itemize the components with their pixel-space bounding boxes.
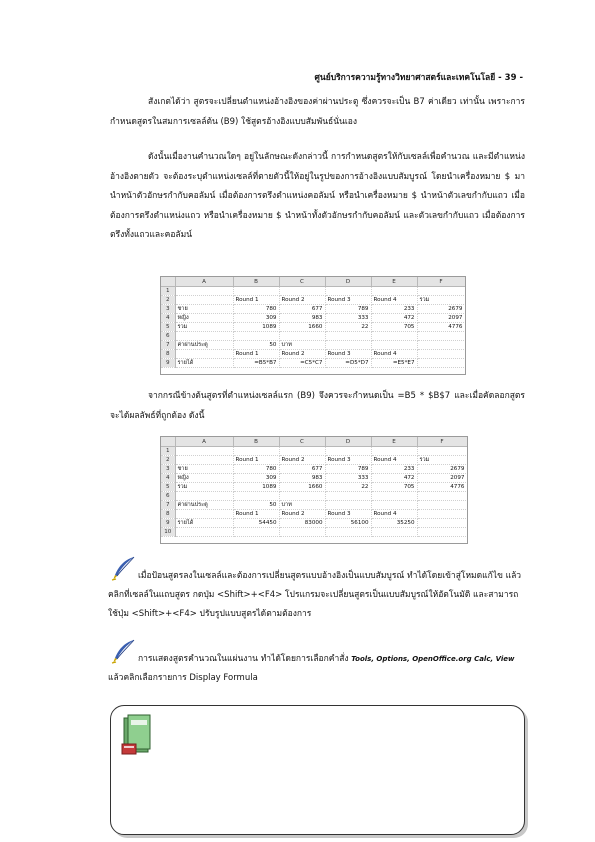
sheet-cell[interactable]: Round 2 — [279, 510, 325, 519]
sheet-cell[interactable] — [417, 350, 465, 359]
sheet-cell[interactable]: 983 — [279, 314, 325, 323]
sheet-cell[interactable] — [175, 492, 233, 501]
row-header[interactable]: 3 — [161, 305, 175, 314]
sheet-cell[interactable] — [417, 501, 467, 510]
sheet-cell[interactable]: 1660 — [279, 323, 325, 332]
column-header-f[interactable]: F — [417, 437, 467, 447]
sheet-cell[interactable] — [279, 528, 325, 537]
sheet-cell[interactable]: Round 4 — [371, 296, 417, 305]
sheet-cell[interactable]: 472 — [371, 474, 417, 483]
sheet-cell[interactable]: 333 — [325, 314, 371, 323]
sheet-cell[interactable]: 789 — [325, 305, 371, 314]
sheet-cell[interactable]: ค่าผ่านประตู — [175, 501, 233, 510]
sheet-cell[interactable]: 789 — [325, 465, 371, 474]
table-row — [161, 341, 465, 350]
sheet-cell[interactable] — [233, 528, 279, 537]
sheet-cell[interactable] — [371, 528, 417, 537]
table-row — [161, 323, 465, 332]
sheet-cell[interactable]: Round 2 — [279, 350, 325, 359]
sheet-cell[interactable]: 333 — [325, 474, 371, 483]
sheet-cell[interactable] — [417, 287, 465, 296]
sheet-cell[interactable] — [175, 528, 233, 537]
tip-text: การแสดงสูตรคำนวณในแผ่นงาน ทำได้โดยการเลือกคำสั่ง — [138, 654, 349, 664]
sheet-cell[interactable] — [325, 332, 371, 341]
tip-shift-f4: เมื่อป้อนสูตรลงในเซลล์และต้องการเปลี่ยนสูตรแบบอ้างอิงเป็นแบบสัมบูรณ์ ทำได้โดยเข้าสู่โหมดแก้ไข แล้วคลิกที่เซลล์ในแถบสูตร กดปุ่ม <Shift>+<F4> โปรแกรมจะเปลี่ยนสูตรเป็นแบบสัมบูรณ์ให้อัตโนมัติ และสามารถใช้ปุ่ม <Shift>+<F4> ปรับรูปแบบสูตรได้ตามต้องการ — [108, 571, 522, 619]
tip-display-formula — [108, 650, 526, 688]
sheet-cell[interactable]: 309 — [233, 474, 279, 483]
row-header[interactable]: 4 — [161, 314, 175, 323]
table-row — [161, 305, 465, 314]
sheet-table — [161, 437, 468, 537]
sheet-cell[interactable]: รวม — [175, 483, 233, 492]
table-row — [161, 447, 467, 456]
sheet-cell[interactable] — [233, 287, 279, 296]
sheet-cell[interactable]: รายได้ — [175, 359, 233, 368]
sheet-cell[interactable] — [325, 501, 371, 510]
sheet-cell[interactable]: 2097 — [417, 474, 467, 483]
column-header-row — [161, 277, 465, 287]
sheet-cell[interactable] — [325, 492, 371, 501]
row-header[interactable]: 8 — [161, 350, 175, 359]
sheet-cell[interactable]: =B5*B7 — [233, 359, 279, 368]
sheet-cell[interactable]: Round 3 — [325, 456, 371, 465]
row-header[interactable]: 5 — [161, 323, 175, 332]
sheet-cell[interactable]: 233 — [371, 305, 417, 314]
column-header-e[interactable]: E — [371, 277, 417, 287]
sheet-cell[interactable]: Round 1 — [233, 456, 279, 465]
sheet-cell[interactable] — [175, 287, 233, 296]
table-row — [161, 296, 465, 305]
sheet-cell[interactable]: Round 4 — [371, 510, 417, 519]
sheet-cell[interactable]: 705 — [371, 483, 417, 492]
sheet-cell[interactable] — [417, 447, 467, 456]
sheet-cell[interactable]: 677 — [279, 465, 325, 474]
column-header-e[interactable]: E — [371, 437, 417, 447]
row-header[interactable]: 8 — [161, 510, 175, 519]
sheet-cell[interactable] — [371, 332, 417, 341]
sheet-cell[interactable] — [233, 492, 279, 501]
sheet-cell[interactable] — [325, 341, 371, 350]
sheet-cell[interactable]: ชาย — [175, 465, 233, 474]
sheet-cell[interactable]: Round 2 — [279, 296, 325, 305]
sheet-cell[interactable] — [371, 287, 417, 296]
sheet-cell[interactable]: 2679 — [417, 305, 465, 314]
sheet-cell[interactable] — [279, 287, 325, 296]
sheet-cell[interactable]: 22 — [325, 483, 371, 492]
table-row — [161, 350, 465, 359]
sheet-cell[interactable]: Round 3 — [325, 296, 371, 305]
sheet-cell[interactable] — [417, 341, 465, 350]
column-header-c[interactable]: C — [279, 277, 325, 287]
row-header[interactable]: 10 — [161, 528, 175, 537]
sheet-cell[interactable]: 677 — [279, 305, 325, 314]
row-header[interactable]: 9 — [161, 359, 175, 368]
column-header-d[interactable]: D — [325, 277, 371, 287]
sheet-cell[interactable]: 4776 — [417, 483, 467, 492]
column-header-c[interactable]: C — [279, 437, 325, 447]
sheet-cell[interactable] — [175, 332, 233, 341]
table-row — [161, 528, 467, 537]
table-row — [161, 465, 467, 474]
sheet-cell[interactable]: ค่าผ่านประตู — [175, 341, 233, 350]
sheet-cell[interactable]: บาท — [279, 501, 325, 510]
sheet-cell[interactable]: รวม — [417, 296, 465, 305]
sheet-cell[interactable] — [175, 447, 233, 456]
sheet-cell[interactable] — [325, 447, 371, 456]
column-header-d[interactable]: D — [325, 437, 371, 447]
column-header-a[interactable]: A — [175, 277, 233, 287]
sheet-cell[interactable] — [175, 350, 233, 359]
sheet-cell[interactable]: 780 — [233, 305, 279, 314]
sheet-cell[interactable] — [371, 341, 417, 350]
row-header[interactable]: 2 — [161, 296, 175, 305]
sheet-cell[interactable]: 56100 — [325, 519, 371, 528]
paragraph-3: จากกรณีข้างต้นสูตรที่ตำแหน่งเซลล์แรก (B9) จึงควรจะกำหนดเป็น =B5 * $B$7 และเมื่อคัดลอกสูตร จะได้ผลลัพธ์ที่ถูกต้อง ดังนี้ — [110, 391, 525, 421]
row-header[interactable]: 4 — [161, 474, 175, 483]
sheet-cell[interactable]: 35250 — [371, 519, 417, 528]
corner-cell[interactable] — [161, 277, 175, 287]
sheet-cell[interactable]: รวม — [417, 456, 467, 465]
sheet-cell[interactable]: 1089 — [233, 483, 279, 492]
spreadsheet-screenshot-formula — [160, 276, 466, 375]
sheet-cell[interactable] — [371, 447, 417, 456]
corner-cell[interactable] — [161, 437, 175, 447]
row-header[interactable]: 3 — [161, 465, 175, 474]
table-row — [161, 287, 465, 296]
sheet-cell[interactable] — [279, 492, 325, 501]
row-header[interactable]: 7 — [161, 341, 175, 350]
sheet-cell[interactable]: 780 — [233, 465, 279, 474]
sheet-cell[interactable]: หญิง — [175, 314, 233, 323]
menu-path: Tools, Options, OpenOffice.org Calc, View — [351, 655, 515, 663]
row-header[interactable]: 2 — [161, 456, 175, 465]
sheet-cell[interactable]: 2097 — [417, 314, 465, 323]
sheet-cell[interactable] — [417, 492, 467, 501]
sheet-cell[interactable]: =C5*C7 — [279, 359, 325, 368]
table-row — [161, 510, 467, 519]
paragraph-1: สังเกตได้ว่า สูตรจะเปลี่ยนตำแหน่งอ้างอิงของค่าผ่านประตู ซึ่งควรจะเป็น B7 ค่าเดียว เท่านั้น เพราะการกำหนดสูตรในสมการเซลล์ต้น (B9) ใช้สูตรอ้างอิงแบบสัมพันธ์นั่นเอง — [110, 97, 525, 127]
sheet-cell[interactable]: 50 — [233, 501, 279, 510]
book-icon — [120, 712, 154, 758]
sheet-cell[interactable] — [371, 501, 417, 510]
sheet-cell[interactable]: Round 3 — [325, 510, 371, 519]
sheet-cell[interactable]: 1089 — [233, 323, 279, 332]
paragraph-2: ดังนั้นเมื่องานคำนวณใดๆ อยู่ในลักษณะดังกล่าวนี้ การกำหนดสูตรให้กับเซลล์เพื่อคำนวณ และมีตำแหน่งอ้างอิงตายตัว จะต้องระบุตำแหน่งเซลล์ที่ตายตัวนี้ให้อยู่ในรูปของการอ้างอิงแบบสัมบูรณ์ โดยนำเครื่องหมาย $ มานำหน้าตัวอักษรกำกับคอลัมน์ เมื่อต้องการตรึงตำแหน่งคอลัมน์ หรือนำเครื่องหมาย $ นำหน้าตัวเลขกำกับแถว เมื่อต้องการตรึงตำแหน่งแถว หรือนำเครื่องหมาย $ นำหน้าทั้งตัวอักษรกำกับคอลัมน์ และตัวเลขกำกับแถว เมื่อต้องการตรึงทั้งแถวและคอลัมน์ — [110, 152, 525, 240]
table-row — [161, 474, 467, 483]
table-row — [161, 519, 467, 528]
page-header: ศูนย์บริการความรู้ทางวิทยาศาสตร์และเทคโนโลยี - 39 - — [314, 73, 523, 83]
sheet-cell[interactable]: 1660 — [279, 483, 325, 492]
table-row — [161, 359, 465, 368]
sheet-cell[interactable]: Round 3 — [325, 350, 371, 359]
sheet-cell[interactable]: =E5*E7 — [371, 359, 417, 368]
table-row — [161, 492, 467, 501]
sheet-cell[interactable] — [417, 359, 465, 368]
sheet-cell[interactable]: 2679 — [417, 465, 467, 474]
sheet-cell[interactable]: Round 1 — [233, 510, 279, 519]
sheet-cell[interactable] — [417, 519, 467, 528]
sheet-cell[interactable]: 233 — [371, 465, 417, 474]
table-row — [161, 332, 465, 341]
table-row — [161, 314, 465, 323]
sheet-cell[interactable]: Round 1 — [233, 350, 279, 359]
column-header-b[interactable]: B — [233, 277, 279, 287]
table-row — [161, 501, 467, 510]
sheet-cell[interactable]: Round 1 — [233, 296, 279, 305]
sheet-cell[interactable] — [325, 528, 371, 537]
row-header[interactable]: 5 — [161, 483, 175, 492]
sheet-cell[interactable] — [417, 510, 467, 519]
note-box — [110, 705, 525, 835]
spreadsheet-screenshot-result — [160, 436, 468, 544]
row-header[interactable]: 6 — [161, 332, 175, 341]
sheet-cell[interactable]: 50 — [233, 341, 279, 350]
sheet-cell[interactable]: 309 — [233, 314, 279, 323]
sheet-cell[interactable]: หญิง — [175, 474, 233, 483]
sheet-cell[interactable] — [175, 296, 233, 305]
sheet-cell[interactable] — [279, 332, 325, 341]
row-header[interactable]: 9 — [161, 519, 175, 528]
sheet-cell[interactable] — [371, 492, 417, 501]
sheet-cell[interactable] — [175, 510, 233, 519]
sheet-cell[interactable] — [417, 528, 467, 537]
column-header-f[interactable]: F — [417, 277, 465, 287]
column-header-b[interactable]: B — [233, 437, 279, 447]
sheet-cell[interactable]: Round 4 — [371, 350, 417, 359]
sheet-cell[interactable]: =D5*D7 — [325, 359, 371, 368]
sheet-cell[interactable]: Round 2 — [279, 456, 325, 465]
sheet-cell[interactable]: รวม — [175, 323, 233, 332]
sheet-cell[interactable]: บาท — [279, 341, 325, 350]
row-header[interactable]: 1 — [161, 447, 175, 456]
sheet-cell[interactable] — [233, 332, 279, 341]
sheet-cell[interactable]: 705 — [371, 323, 417, 332]
row-header[interactable]: 7 — [161, 501, 175, 510]
sheet-cell[interactable] — [279, 447, 325, 456]
table-row — [161, 456, 467, 465]
sheet-cell[interactable]: ชาย — [175, 305, 233, 314]
table-row — [161, 483, 467, 492]
sheet-cell[interactable]: Round 4 — [371, 456, 417, 465]
sheet-cell[interactable]: รายได้ — [175, 519, 233, 528]
sheet-table — [161, 277, 466, 368]
column-header-row — [161, 437, 467, 447]
row-header[interactable]: 1 — [161, 287, 175, 296]
sheet-cell[interactable]: 472 — [371, 314, 417, 323]
sheet-cell[interactable] — [233, 447, 279, 456]
sheet-cell[interactable] — [325, 287, 371, 296]
sheet-cell[interactable]: 83000 — [279, 519, 325, 528]
sheet-cell[interactable]: 54450 — [233, 519, 279, 528]
sheet-cell[interactable]: 22 — [325, 323, 371, 332]
column-header-a[interactable]: A — [175, 437, 233, 447]
sheet-cell[interactable]: 983 — [279, 474, 325, 483]
sheet-cell[interactable] — [175, 456, 233, 465]
sheet-cell[interactable] — [417, 332, 465, 341]
tip-text-end: แล้วคลิกเลือกรายการ Display Formula — [108, 673, 258, 683]
row-header[interactable]: 6 — [161, 492, 175, 501]
sheet-cell[interactable]: 4776 — [417, 323, 465, 332]
